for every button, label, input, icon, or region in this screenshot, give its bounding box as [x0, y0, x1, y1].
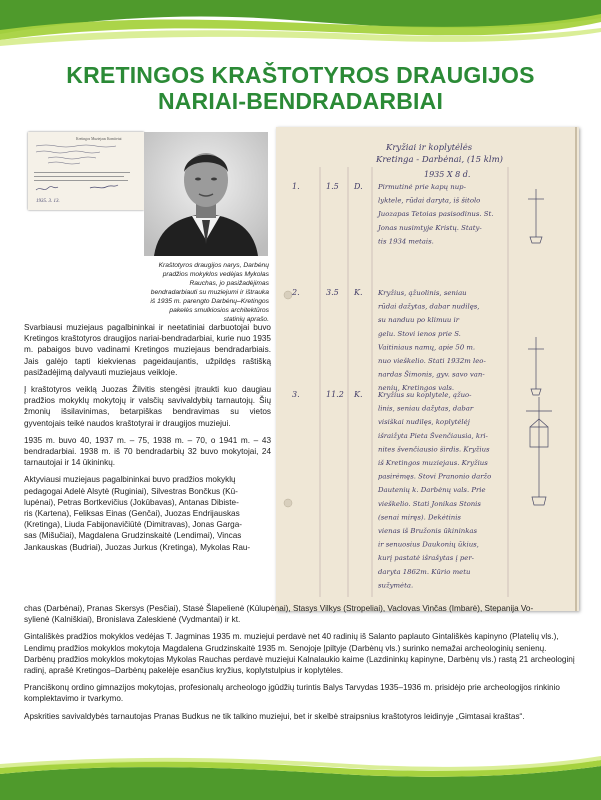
portrait-drawing — [144, 132, 268, 256]
letter-scan-drawing — [28, 132, 144, 210]
entry-text-line: vienas iš Bružonis ūkininkas — [378, 527, 478, 535]
entry-number: 2. — [292, 288, 300, 297]
title-line-2: NARIAI-BENDRADARBIAI — [157, 88, 444, 114]
entry-text-line: nardas Šimonis, gyv. savo van- — [378, 370, 485, 379]
page-title — [0, 62, 601, 114]
text-line: chas (Darbėnai), Pranas Skersys (Pesčiai), Stasė Šlapelienė (Kūlupėnai), Stasys Vilkys (Stropeliai), Vaclovas Vinčas (Imbarė), Stepanija Vo- — [24, 604, 534, 613]
text-line: Jankauskas (Budriai), Juozas Jurkus (Kretinga), Mykolas Rau- — [24, 542, 251, 552]
entry-text-line: (senai miręs). Dekėtinis — [378, 513, 461, 522]
entry-mark: K. — [354, 390, 363, 399]
manuscript-scan — [276, 127, 579, 611]
entry-text-line: Kryžius, ąžuolinis, seniau — [378, 289, 467, 297]
entry-text-line: Jonas nusimtyje Kristų. Staty- — [378, 223, 482, 232]
text-line: lupėnai), Petras Bortkevičius (Jokūbavas), Antanas Dibiste- — [24, 497, 239, 507]
pledge-letter-image — [28, 132, 144, 210]
letter-header: Kretingos Muziejaus Komitetui — [76, 137, 122, 141]
entry-mark: K. — [354, 288, 363, 297]
bottom-green-banner — [0, 752, 601, 800]
entry-text-line: linis, seniau dažytas, dabar — [378, 404, 474, 413]
paragraph-active-helpers-end — [24, 603, 578, 625]
entry-text-line: nenių, Kretingos vals. — [378, 384, 455, 393]
text-line: Aktyviausi muziejaus pagalbininkai buvo pradžios mokyklų — [24, 475, 236, 485]
entry-text-line: nuo vieškelio. Stati 1932m leo- — [378, 357, 486, 365]
entry-mark: D. — [354, 182, 363, 191]
entry-text-line: su nanduu po klimuu ir — [378, 316, 460, 325]
entry-text-line: Vaitiniaus namų, apie 50 m. — [378, 343, 476, 352]
paragraph-intro: Svarbiausi muziejaus pagalbininkai ir neetatiniai darbuotojai buvo Kretingos kraštotyros draugijos nariai-bendradarbiai, kurie nuo 1935 m. pabaigos buvo vadinami Kretingos muziejaus bendradarbiais. Jais galėjo tapti kiekvienas pageidaujantis, užpildęs raštišką pasižadėjimą dalyvauti muziejaus veikloje. — [24, 323, 271, 377]
entry-text-line: išraižyta Pieta Švenčiausia, kri- — [378, 431, 488, 440]
entry-text-line: sužymėta. — [378, 581, 414, 590]
text-line: sas (Mišučiai), Magdalena Grudzinskaitė (Lendimai), Vincas — [24, 531, 242, 541]
text-line: pedagogai Adelė Alsytė (Ruginiai), Silvestras Bončkus (Kū- — [24, 486, 238, 496]
entry-text-line: rūdai dažytas, dabar nudilęs, — [378, 302, 480, 311]
entry-text-line: visiškai nudilęs, koplytėlėj — [378, 418, 470, 427]
entry-text-line: kurį pastatė išrašytas į per- — [378, 554, 474, 563]
entry-text-line: Kryžius su koplytele, ąžuo- — [378, 391, 472, 399]
left-column-text — [24, 322, 271, 559]
paragraph-active-helpers-start — [24, 474, 271, 552]
entry-km: 11.2 — [326, 390, 344, 399]
entry-km: 3.5 — [326, 288, 339, 297]
entry-text-line: nites švenčiausio širdis. Kryžius — [378, 445, 490, 454]
entry-text-line: ir senuosius Daukonių ūkius, — [378, 540, 479, 549]
paragraph-stats: 1935 m. buvo 40, 1937 m. – 75, 1938 m. – 70, o 1941 m. – 43 bendradarbiai. 1938 m. iš 70 bendradarbių 32 buvo mokytojai, 24 tarnautojai ir 14 ūkininkų. — [24, 435, 271, 468]
entry-number: 3. — [292, 390, 300, 399]
entry-text-line: Dautenių k. Darbėnų vals. Prie — [378, 486, 486, 495]
paragraph-budkus: Apskrities savivaldybės tarnautojas Pranas Budkus ne tik talkino muziejui, bet ir skelbė straipsnius kraštotyros leidinyje „Gimtasai kraštas“. — [24, 711, 525, 721]
entry-km: 1.5 — [326, 182, 339, 191]
entry-text-line: pasirėmęs. Stovi Pranonio daržo — [378, 472, 492, 481]
manuscript-drawing — [276, 127, 579, 611]
text-line: ris (Kartena), Feliksas Einas (Genčai), Juozas Endrijauskas — [24, 509, 240, 519]
text-line: (Kretinga), Liuda Fabijonavičiūtė (Dimitravas), Jonas Garga- — [24, 520, 242, 530]
title-line-1: KRETINGOS KRAŠTOTYROS DRAUGIJOS — [66, 62, 535, 88]
entry-text-line: Juozapas Tetoias pasisodinus. St. — [378, 210, 494, 219]
paragraph-tarvydas: Pranciškonų ordino gimnazijos mokytojas, profesionalų archeologo įgūdžių turintis Balys Tarvydas 1935–1936 m. prisidėjo prie archeologijos rinkinio komplektavimo ir tvarkymo. — [24, 683, 560, 704]
manuscript-heading-2: Kretinga - Darbėnai, (15 klm) — [376, 155, 503, 165]
top-green-banner — [0, 0, 601, 60]
entry-text-line: lyktele, rūdai daryta, iš šitolo — [378, 196, 481, 205]
full-width-text — [24, 603, 578, 728]
manuscript-date: 1935 X 8 d. — [424, 170, 471, 179]
paragraph-teachers: Į kraštotyros veiklą Juozas Žilvitis stengėsi įtraukti kuo daugiau pradžios mokyklų mokytojų ir valsčių savivaldybių tarnautojų. Šių žmonių išsilavinimas, betarpiškas bendravimas su vietos gyventojais teikė naudos kraštotyrai ir draugijos muziejui. — [24, 385, 271, 428]
entry-number: 1. — [292, 182, 300, 191]
paragraph-finds: Gintališkės pradžios mokyklos vedėjas T. Jagminas 1935 m. muziejui perdavė net 40 radinių iš Salanto paplauto Gintališkės kapinyno (Platelių vls.), Lendimų pradžios mokyklos mokytoja Magdalena Grudzinskaitė 1935 m. Senojoje Įpiltyje (Darbėnų vls.) surinko nemažai archeologinių senienų. Darbėnų pradžios mokyklos mokytojas Mykolas Rauchas perdavė muziejui Kalnalaukio kaime (Lazdininkų kapinyne, Darbėnų vls.) rastą 21 archeologinį radinį, aprašė Kretingos–Darbėnų pakelėje esančius kryžius, koplytstulpius ir koplytėles. — [24, 632, 575, 676]
manuscript-heading-1: Kryžiai ir koplytėlės — [386, 143, 473, 153]
photo-caption: Kraštotyros draugijos narys, Darbėnų pradžios mokyklos vedėjas Mykolas Rauchas, jo pasižadėjimas bendradarbiauti su muziejumi ir ištrauka iš 1935 m. parengto Darbėnų–Kretingos pakelės smulkiosios architektūros statinių aprašo. — [150, 262, 269, 323]
entry-text-line: Pirmutinė prie kapų nup- — [378, 183, 466, 191]
entry-text-line: daryta 1862m. Kūrio metu — [378, 567, 471, 576]
portrait-photo — [144, 132, 268, 256]
letter-sign-date: 1935. 3. 13. — [36, 199, 60, 204]
text-line: sylienė (Kalniškiai), Bronislava Zaleskienė (Vydmantai) ir kt. — [24, 615, 241, 625]
entry-text-line: vieškelio. Stati Jonikas Stonis — [378, 499, 481, 508]
entry-text-line: gelu. Stovi ienos prie S. — [378, 329, 461, 338]
entry-text-line: iš Kretingos muziejaus. Kryžius — [378, 459, 488, 467]
entry-text-line: tis 1934 metais. — [378, 237, 434, 246]
